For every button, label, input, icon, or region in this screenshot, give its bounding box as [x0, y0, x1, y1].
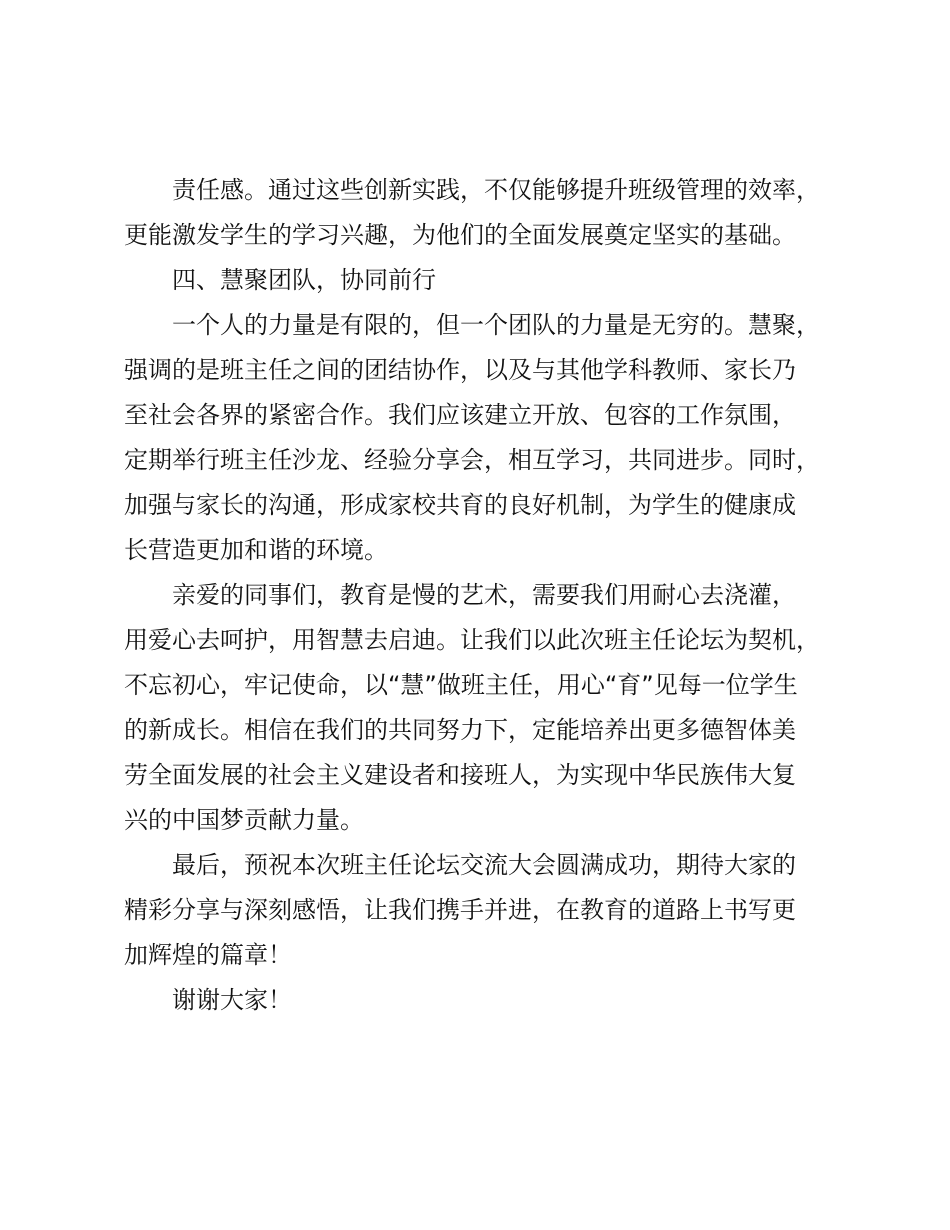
paragraph-line: 兴的中国梦贡献力量。 [124, 806, 364, 834]
paragraph-line: 亲爱的同事们，教育是慢的艺术，需要我们用耐心去浇灌， [172, 581, 796, 609]
paragraph-line: 用爱心去呵护，用智慧去启迪。让我们以此次班主任论坛为契机， [124, 626, 820, 654]
paragraph-line: 加强与家长的沟通，形成家校共育的良好机制，为学生的健康成 [124, 491, 796, 519]
paragraph-line: 最后，预祝本次班主任论坛交流大会圆满成功，期待大家的 [172, 851, 796, 879]
paragraph-line: 更能激发学生的学习兴趣，为他们的全面发展奠定坚实的基础。 [124, 221, 796, 249]
paragraph-line: 劳全面发展的社会主义建设者和接班人，为实现中华民族伟大复 [124, 761, 796, 789]
section-heading: 四、慧聚团队，协同前行 [172, 266, 436, 294]
paragraph-line: 强调的是班主任之间的团结协作，以及与其他学科教师、家长乃 [124, 356, 796, 384]
paragraph-line: 的新成长。相信在我们的共同努力下，定能培养出更多德智体美 [124, 716, 796, 744]
paragraph-line: 加辉煌的篇章！ [124, 941, 292, 969]
paragraph-line: 长营造更加和谐的环境。 [124, 536, 388, 564]
paragraph-line: 责任感。通过这些创新实践，不仅能够提升班级管理的效率， [172, 176, 820, 204]
document-body [124, 168, 864, 1023]
paragraph-line: 精彩分享与深刻感悟，让我们携手并进，在教育的道路上书写更 [124, 896, 796, 924]
paragraph-line: 定期举行班主任沙龙、经验分享会，相互学习，共同进步。同时， [124, 446, 820, 474]
closing-line: 谢谢大家！ [172, 986, 292, 1014]
paragraph-line: 至社会各界的紧密合作。我们应该建立开放、包容的工作氛围， [124, 401, 796, 429]
paragraph-line: 一个人的力量是有限的，但一个团队的力量是无穷的。慧聚， [172, 311, 820, 339]
paragraph-line: 不忘初心，牢记使命，以“慧”做班主任，用心“育”见每一位学生 [124, 671, 798, 699]
